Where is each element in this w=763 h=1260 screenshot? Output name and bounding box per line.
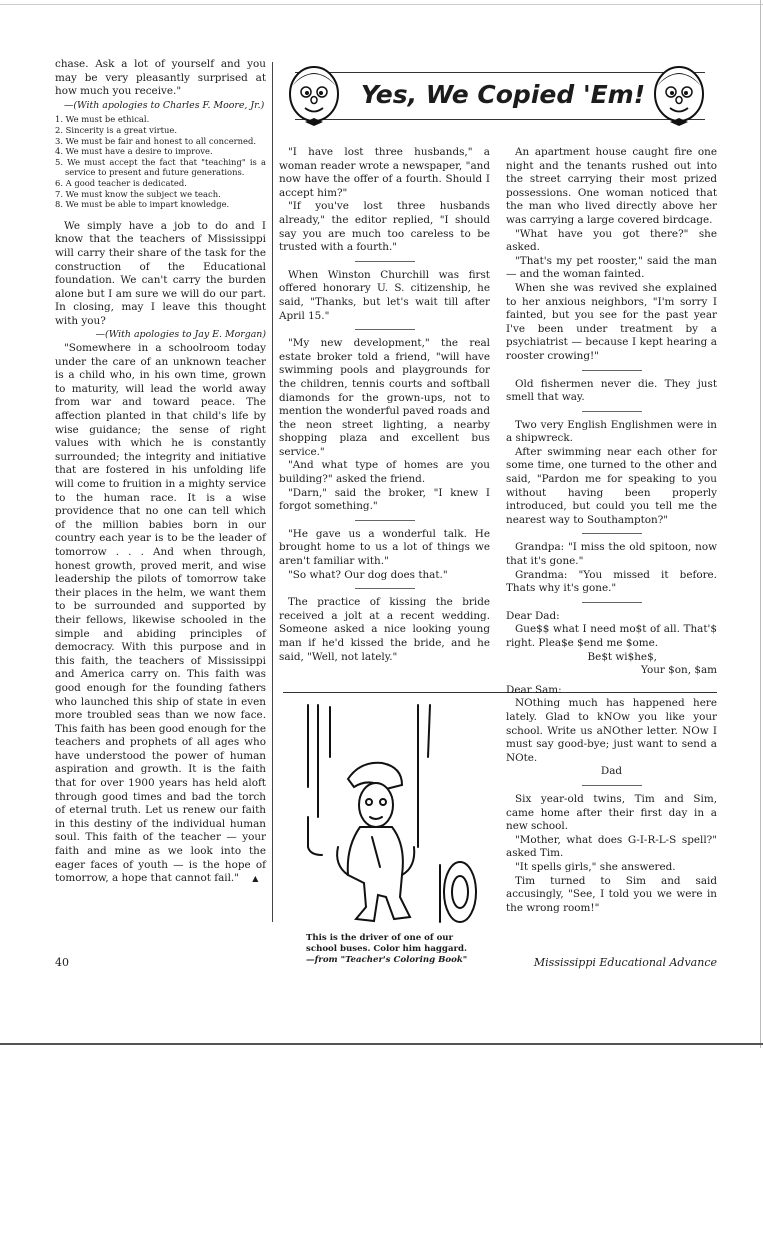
joke-paragraph: "Darn," said the broker, "I knew I forgot something." [279, 486, 490, 513]
joke-paragraph: "My new development," the real estate broker told a friend, "will have swimming pools and playgrounds for the children, tennis courts and softball diamonds for the grown-ups, not to mention the wonderful paved roads and the neon street lighting, a nearby shopping plaza and excellent bus service." [279, 337, 490, 458]
section-banner [283, 60, 717, 130]
letter-body: Gue$$ what I need mo$t of all. That'$ right. Plea$e $end me $ome. [506, 623, 717, 649]
joke-paragraph: "So what? Our dog does that." [288, 568, 448, 581]
article-column-left [55, 58, 266, 886]
divider [582, 602, 642, 603]
divider [582, 370, 642, 371]
joke-paragraph: Six year-old twins, Tim and Sim, came home after their first day in a new school. [506, 792, 717, 833]
divider [355, 329, 415, 330]
publication-name: Mississippi Educational Advance [533, 956, 717, 969]
joke-paragraph: Two very English Englishmen were in a shipwreck. [506, 418, 717, 445]
joke-paragraph: "Mother, what does G-I-R-L-S spell?" asked Tim. [506, 833, 717, 860]
end-mark-icon: ▲ [252, 874, 259, 884]
joke-paragraph: After swimming near each other for some time, one turned to the other and said, "Pardon me for speaking to you without having been properly introduced, but could you tell me the nearest way to Southampton?" [506, 445, 717, 526]
list-item: 1. We must be ethical. [55, 114, 150, 125]
divider [355, 520, 415, 521]
letter-body: NOthing much has happened here lately. Glad to kNOw you like your school. Write us aNOther letter. NOw I must say good-bye; just want to send a NOte. [506, 697, 717, 764]
cartoon-face-left-icon [283, 60, 345, 130]
letter-salutation: Dear Sam: [506, 683, 562, 696]
bus-driver-cartoon [290, 697, 480, 933]
intro-paragraph: chase. Ask a lot of yourself and you may be very pleasantly surprised at how much you receive." [55, 58, 266, 98]
page-number: 40 [55, 956, 69, 969]
joke-paragraph: "If you've lost three husbands already," the editor replied, "I should say you are much too careless to be trusted with a fourth." [279, 200, 490, 254]
divider [582, 533, 642, 534]
divider [582, 785, 642, 786]
closing-paragraph: We simply have a job to do and I know that the teachers of Mississippi will carry their share of the task for the construction of the Educational foundation. We can't carry the burden alone but I am sure we will do our part. In closing, may I leave this thought with you? [55, 219, 266, 327]
page-bottom-edge [0, 1043, 763, 1045]
joke-paragraph: The practice of kissing the bride received a jolt at a recent wedding. Someone asked a nice looking young man if he'd kissed the bride, and he said, "Well, not lately." [279, 596, 490, 663]
letter-signature: Your $on, $am [641, 664, 717, 677]
list-item: 3. We must be fair and honest to all concerned. [55, 135, 257, 146]
joke-paragraph: "And what type of homes are you building?" asked the friend. [279, 459, 490, 486]
page-right-edge [760, 0, 761, 1048]
page-top-edge [0, 4, 763, 5]
joke-paragraph: Grandpa: "I miss the old spitoon, now that it's gone." [506, 541, 717, 568]
joke-paragraph: "What have you got there?" she asked. [506, 227, 717, 254]
list-item: 5. We must accept the fact that "teaching" is a service to present and future generations. [55, 156, 266, 178]
letter-salutation: Dear Dad: [506, 609, 560, 622]
divider [355, 588, 415, 589]
joke-paragraph: "He gave us a wonderful talk. He brought home to us a lot of things we aren't familiar with." [279, 527, 490, 568]
list-item: 6. A good teacher is dedicated. [55, 177, 187, 188]
list-item: 7. We must know the subject we teach. [55, 188, 221, 199]
divider [582, 411, 642, 412]
joke-paragraph: "That's my pet rooster," said the man — and the woman fainted. [506, 254, 717, 281]
joke-paragraph: When she was revived she explained to her anxious neighbors, "I'm sorry I fainted, but you see for the past year I've been under treatment by a psychiatrist — because I kept hearing a rooster crowing!" [506, 281, 717, 362]
list-item: 4. We must have a desire to improve. [55, 146, 213, 157]
letter-signature: Dad [600, 765, 623, 778]
joke-paragraph: "I have lost three husbands," a woman reader wrote a newspaper, "and now have the offer of a fourth. Should I accept him?" [279, 146, 490, 199]
cartoon-face-right-icon [648, 60, 710, 130]
joke-paragraph: Grandma: "You missed it before. Thats why it's gone." [506, 568, 717, 595]
jokes-column-right [506, 146, 717, 915]
list-item: 8. We must be able to impart knowledge. [55, 199, 230, 210]
caption-source: —from "Teacher's Coloring Book" [306, 954, 468, 965]
joke-paragraph: When Winston Churchill was first offered honorary U. S. citizenship, he said, "Thanks, but let's wait till after April 15." [279, 268, 490, 322]
principles-list [55, 114, 266, 209]
joke-paragraph: Tim turned to Sim and said accusingly, "See, I told you we were in the wrong room!" [506, 874, 717, 914]
jokes-column-middle [279, 146, 490, 664]
attribution-morgan: —(With apologies to Jay E. Morgan) [95, 329, 266, 341]
joke-paragraph: An apartment house caught fire one night and the tenants rushed out into the street carrying their most prized possessions. One woman noticed that the man who lived directly above her was carrying a large covered birdcage. [506, 146, 717, 226]
letter-closing: Be$t wi$he$, [587, 650, 657, 663]
page-title: Yes, We Copied 'Em! [360, 80, 646, 109]
quote-text: "Somewhere in a schoolroom today under the care of an unknown teacher is a child who, in his own time, grown to maturity, will lead the world away from war and toward peace. The affection planted in that child's life by wise guidance; the sense of right values with which he is constantly surrounded; the integrity and initiative that are fostered in his unfolding life will come to fruition in a mighty service to the human race. It is a wise providence that no one can tell which of the million babies born in our country each year is to be the leader of tomorrow . . . And when through, honest growth, proved merit, and wise leadership the pilots of tomorrow take their places in the helm, we want them to be surrounded and supported by their fellows, likewise schooled in the simple and abiding principles of democracy. With this purpose and in this faith, the teachers of Mississippi and America carry on. This faith was good enough for the founding fathers who launched this ship of state in even more troubled seas than we now face. This faith has been good enough for the teachers and prophets of all ages who have understood the power of human aspiration and growth. It is the faith that for over 1900 years has held aloft through good times and bad the torch of eternal truth. Let us renew our faith in this destiny of the individual human soul. This faith of the teacher — your faith and mine as we look into the eager faces of youth — is the hope of tomorrow, a hope that cannot fail." [55, 342, 266, 885]
joke-paragraph: "It spells girls," she answered. [515, 860, 676, 873]
list-item: 2. Sincerity is a great virtue. [55, 124, 177, 135]
divider [355, 261, 415, 262]
column-divider [272, 62, 273, 922]
cartoon-caption [306, 933, 474, 965]
caption-text: This is the driver of one of our school buses. Color him haggard. [306, 933, 468, 954]
joke-paragraph: Old fishermen never die. They just smell that way. [506, 377, 717, 404]
quote-paragraph [55, 342, 266, 886]
attribution-moore: —(With apologies to Charles F. Moore, Jr.) [64, 99, 265, 111]
